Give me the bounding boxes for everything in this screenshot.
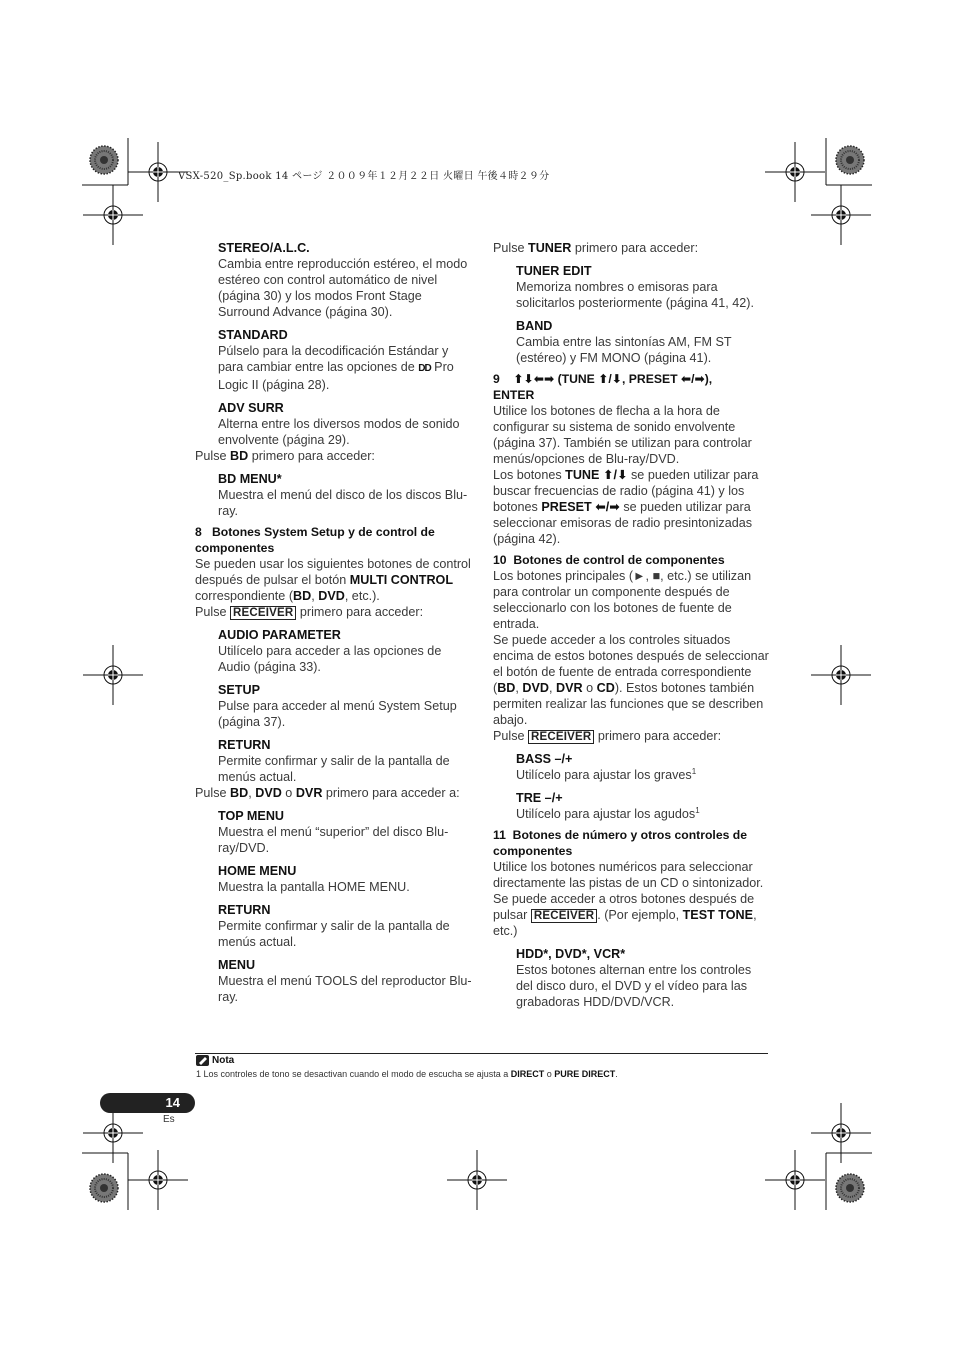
registration-dial-icon: [836, 146, 864, 174]
entry-title: HOME MENU: [218, 864, 297, 878]
entry-title: STEREO/A.L.C.: [218, 241, 310, 255]
top-menu-entry: [195, 808, 475, 856]
entry-title: AUDIO PARAMETER: [218, 628, 341, 642]
crosshair-icon: [765, 142, 825, 202]
section-10: [493, 552, 771, 728]
arrow-keys-icon: ⬆⬇⬅➡: [513, 372, 555, 386]
stereo-alc-entry: [195, 240, 475, 320]
section-8: [195, 524, 475, 604]
receiver-button-label: RECEIVER: [531, 909, 597, 923]
standard-entry: [195, 327, 475, 393]
return-entry-2: [195, 902, 475, 950]
section-heading: 8 Botones System Setup y de control de componentes: [195, 525, 435, 555]
setup-entry: [195, 682, 475, 730]
entry-title: TUNER EDIT: [516, 264, 592, 278]
section-body: Se puede acceder a los controles situados encima de estos botones después de seleccionar el botón de fuente de entrada correspondiente (BD, DVD, DVR o CD). Estos botones también permiten realizar las funciones que se describen abajo.: [493, 633, 769, 727]
section-body: Utilice los botones numéricos para seleccionar directamente las pistas de un CD o sintonizador. Se puede acceder a otros botones después de pulsar RECEIVER . (Por ejemplo, TEST TONE, etc.): [493, 860, 764, 938]
dolby-icon: DD: [418, 363, 431, 374]
note-heading: Nota: [196, 1055, 234, 1066]
audio-parameter-entry: [195, 627, 475, 675]
entry-title: TRE –/+: [516, 791, 563, 805]
entry-body: Utilícelo para ajustar los agudos$^1$: [516, 805, 700, 821]
bd-menu-entry: [195, 471, 475, 519]
entry-body: Utilícelo para acceder a las opciones de Audio (página 33).: [218, 644, 442, 674]
section-body: Los botones TUNE ⬆/⬇ se pueden utilizar para buscar frecuencias de radio (página 41) y los botones PRESET ⬅/➡ se pueden utilizar para seleccionar emisoras de radio presintonizadas (página 42).: [493, 468, 759, 546]
registration-dial-icon: [836, 1174, 864, 1202]
bass-entry: [493, 751, 771, 783]
note-text: 1 Los controles de tono se desactivan cuando el modo de escucha se ajusta a DIRECT o PURE DIRECT.: [196, 1069, 618, 1079]
section-body: Utilice los botones de flecha a la hora de configurar su sistema de sonido envolvente (página 37). También se utilizan para controlar menús/opciones de Blu-ray/DVD.: [493, 404, 752, 466]
crosshair-icon: [811, 1103, 871, 1163]
entry-title: TOP MENU: [218, 809, 285, 823]
page-number: 14: [165, 1095, 180, 1110]
section-9: [493, 371, 771, 547]
band-entry: [493, 318, 771, 366]
entry-title: RETURN: [218, 903, 271, 917]
crosshair-icon: [83, 645, 143, 705]
footnote-ref: 1: [691, 766, 697, 776]
pulse-receiver-line: Pulse RECEIVER primero para acceder:: [493, 729, 722, 743]
section-body: Los botones principales (►, ■, etc.) se utilizan para controlar un componente después de seleccionarlo con los botones de fuente de entrada.: [493, 569, 752, 631]
adv-surr-entry: [195, 400, 475, 448]
entry-title: RETURN: [218, 738, 271, 752]
registration-dial-icon: [90, 146, 118, 174]
entry-body: Estos botones alternan entre los controles del disco duro, el DVD y el vídeo para las grabadoras HDD/DVD/VCR.: [516, 963, 752, 1009]
entry-title: BD MENU*: [218, 472, 282, 486]
section-heading: 9 ⬆⬇⬅➡ (TUNE ⬆/⬇, PRESET ⬅/➡), ENTER: [493, 372, 713, 402]
tuner-edit-entry: [493, 263, 771, 311]
hdd-dvd-vcr-entry: [493, 946, 771, 1010]
entry-body: Muestra el menú “superior” del disco Blu-ray/DVD.: [218, 825, 449, 855]
footnote-ref: 1: [695, 805, 700, 815]
crosshair-icon: [447, 1150, 507, 1210]
registration-dial-icon: [90, 1174, 118, 1202]
entry-body: Permite confirmar y salir de la pantalla de menús actual.: [218, 754, 450, 784]
section-body: Se pueden usar los siguientes botones de control después de pulsar el botón MULTI CONTROL correspondiente (BD, DVD, etc.).: [195, 557, 471, 603]
note-divider: [195, 1053, 768, 1054]
entry-body: Memoriza nombres o emisoras para solicitarlos posteriormente (página 41, 42).: [516, 280, 755, 310]
pulse-bd-line: Pulse BD primero para acceder:: [195, 449, 375, 463]
language-code: Es: [163, 1114, 175, 1125]
pencil-icon: [196, 1055, 209, 1066]
home-menu-entry: [195, 863, 475, 895]
entry-body: Púlselo para la decodificación Estándar y para cambiar entre las opciones de DD Pro Logic II (página 28).: [218, 344, 454, 392]
entry-body: Muestra la pantalla HOME MENU.: [218, 880, 410, 894]
entry-body: Cambia entre reproducción estéreo, el modo estéreo con control automático de nivel (página 30) y los modos Front Stage Surround Advance (página 30).: [218, 257, 468, 319]
crosshair-icon: [128, 1150, 188, 1210]
section-heading: 11 Botones de número y otros controles de componentes: [493, 828, 747, 858]
entry-body: Permite confirmar y salir de la pantalla de menús actual.: [218, 919, 450, 949]
left-column: [195, 240, 475, 1005]
menu-entry: [195, 957, 475, 1005]
entry-body: Cambia entre las sintonías AM, FM ST (estéreo) y FM MONO (página 41).: [516, 335, 732, 365]
entry-title: BASS –/+: [516, 752, 573, 766]
crosshair-icon: [811, 185, 871, 245]
entry-body: Pulse para acceder al menú System Setup (página 37).: [218, 699, 457, 729]
receiver-button-label: RECEIVER: [230, 606, 296, 620]
crosshair-icon: [765, 1150, 825, 1210]
entry-title: SETUP: [218, 683, 260, 697]
section-11: [493, 827, 771, 939]
entry-body: Utilícelo para ajustar los graves$^1$: [516, 766, 697, 782]
entry-body: Muestra el menú TOOLS del reproductor Blu-ray.: [218, 974, 472, 1004]
entry-body: Muestra el menú del disco de los discos Blu-ray.: [218, 488, 468, 518]
entry-title: BAND: [516, 319, 553, 333]
right-column: [493, 240, 771, 1010]
crosshair-icon: [83, 185, 143, 245]
receiver-button-label: RECEIVER: [528, 730, 594, 744]
entry-body: Alterna entre los diversos modos de sonido envolvente (página 29).: [218, 417, 460, 447]
pulse-bd-dvd-dvr-line: Pulse BD, DVD o DVR primero para acceder a:: [195, 786, 460, 800]
return-entry: [195, 737, 475, 785]
pulse-receiver-line: Pulse RECEIVER primero para acceder:: [195, 605, 424, 619]
entry-title: MENU: [218, 958, 256, 972]
entry-title: STANDARD: [218, 328, 288, 342]
section-heading: 10 Botones de control de componentes: [493, 553, 725, 567]
entry-title: HDD*, DVD*, VCR*: [516, 947, 626, 961]
tre-entry: [493, 790, 771, 822]
pulse-tuner-line: Pulse TUNER primero para acceder:: [493, 241, 699, 255]
print-header: VSX-520_Sp.book 14 ページ ２００９年１２月２２日 火曜日 午後４時２９分: [178, 171, 550, 182]
entry-title: ADV SURR: [218, 401, 284, 415]
crosshair-icon: [811, 645, 871, 705]
